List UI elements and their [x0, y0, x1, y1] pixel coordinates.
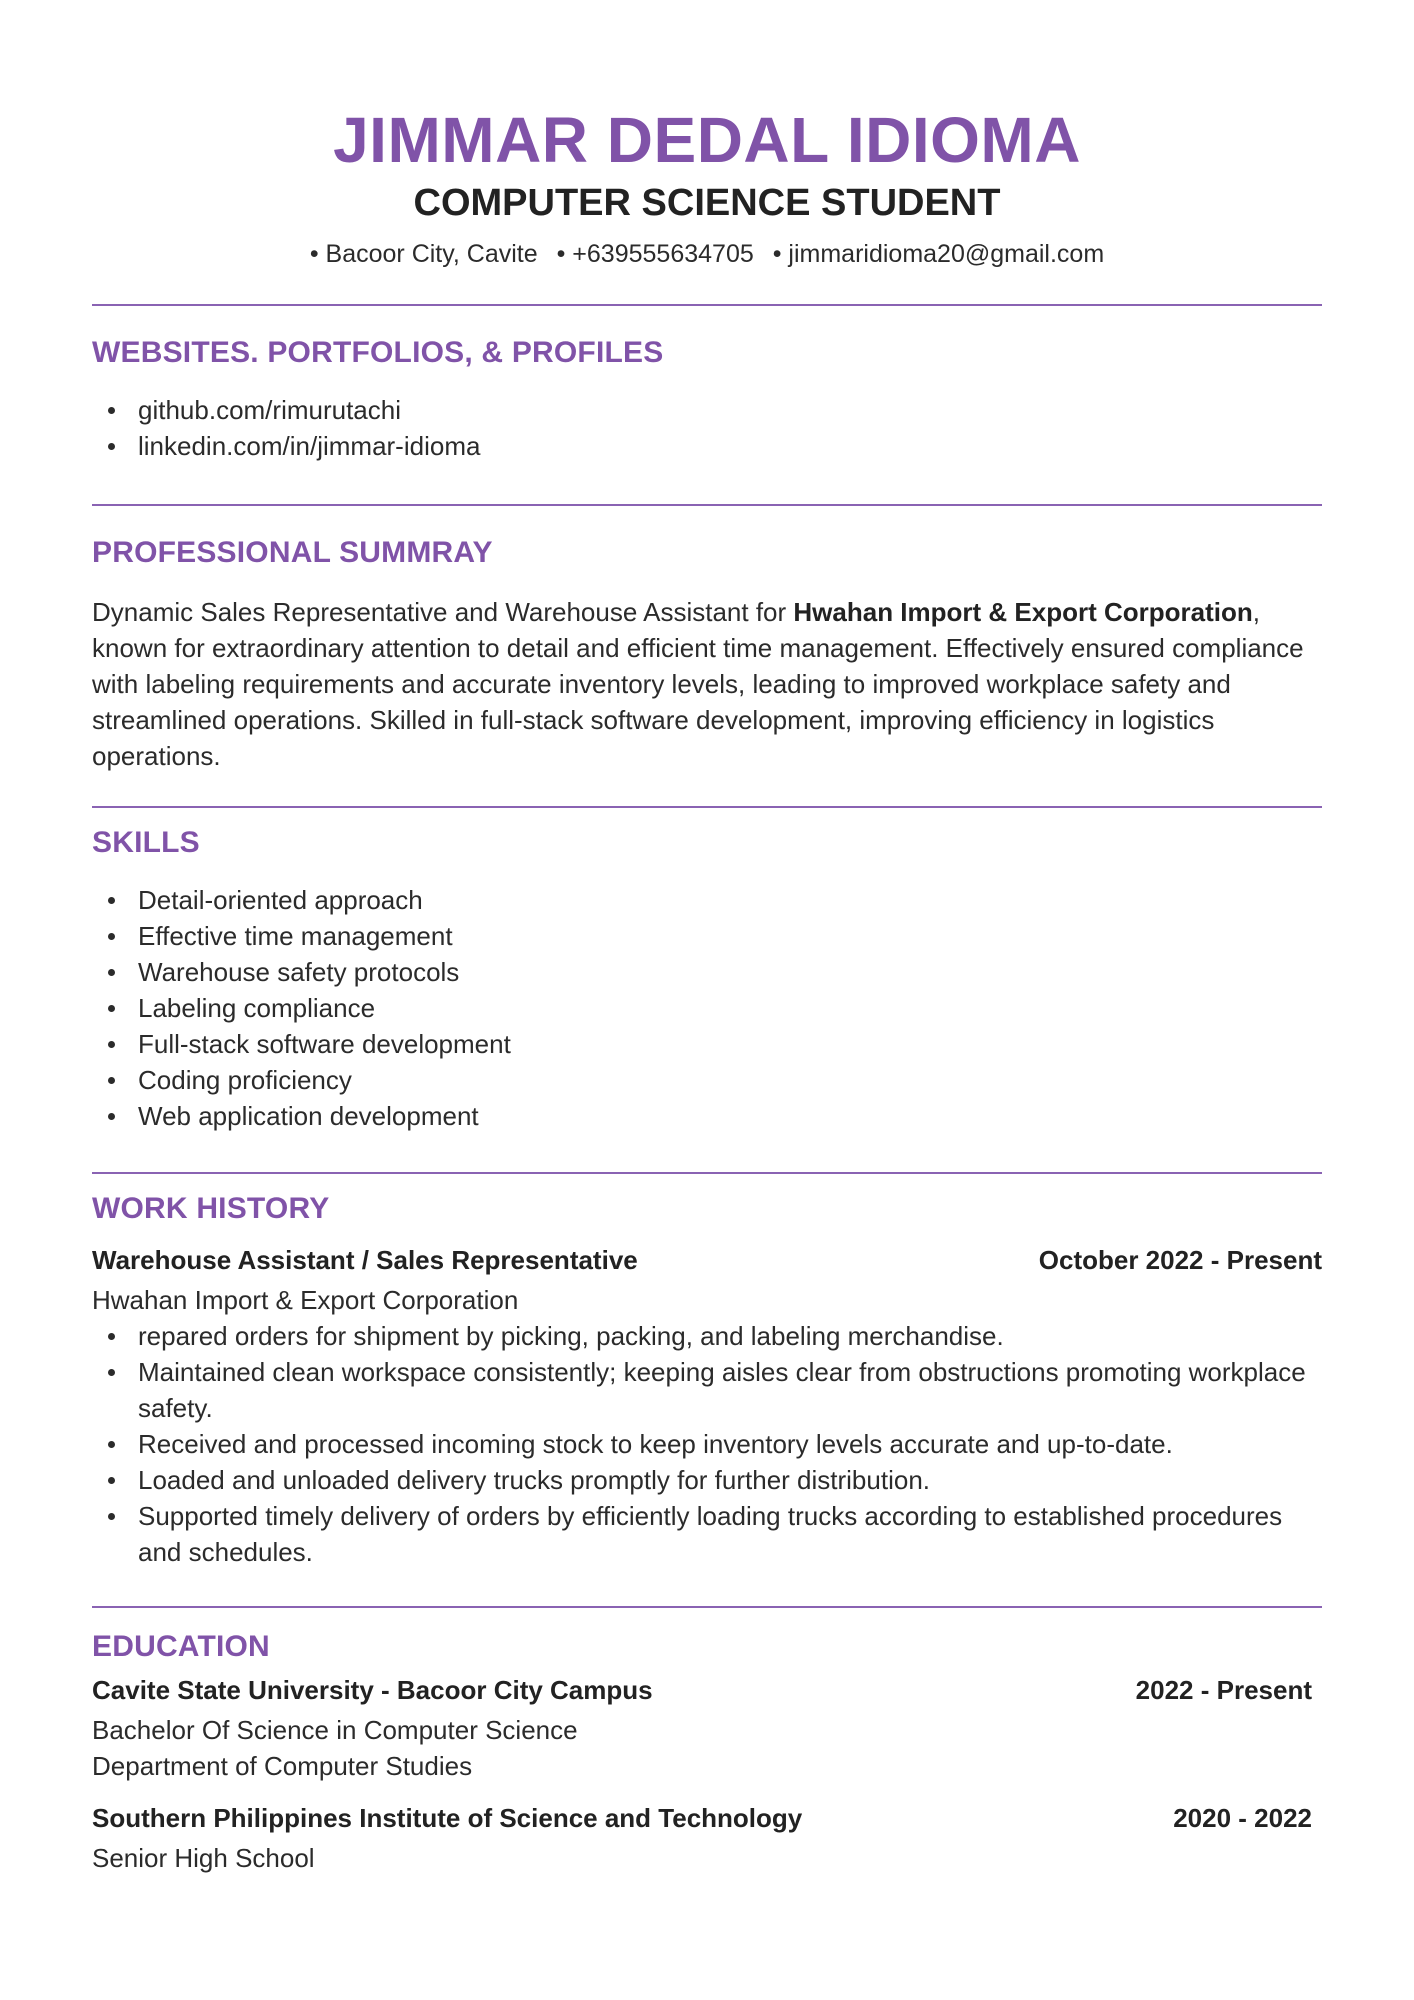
candidate-name: JIMMAR DEDAL IDIOMA: [333, 104, 1081, 176]
websites-heading: WEBSITES. PORTFOLIOS, & PROFILES: [92, 336, 664, 369]
divider: [92, 1172, 1322, 1174]
skill-item: Effective time management: [92, 918, 1322, 954]
skill-item: Labeling compliance: [92, 990, 1322, 1026]
duty-item: Supported timely delivery of orders by efficiently loading trucks according to established procedures and schedules.: [92, 1498, 1322, 1570]
websites-section: [92, 334, 1322, 464]
duty-item: repared orders for shipment by picking, packing, and labeling merchandise.: [92, 1318, 1322, 1354]
degree: Bachelor Of Science in Computer Science: [92, 1715, 578, 1745]
websites-list: [92, 392, 1322, 464]
divider: [92, 504, 1322, 506]
job-company: Hwahan Import & Export Corporation: [92, 1285, 519, 1315]
summary-company: Corporation: [1103, 597, 1253, 627]
job-duties: [92, 1318, 1322, 1570]
divider: [92, 1606, 1322, 1608]
contact-email[interactable]: • jimmaridioma20@gmail.com: [772, 240, 1105, 268]
contact-phone[interactable]: • +639555634705: [556, 240, 754, 268]
duty-item: Loaded and unloaded delivery trucks promptly for further distribution.: [92, 1462, 1322, 1498]
summary-heading: PROFESSIONAL SUMMRAY: [92, 536, 493, 569]
work-heading: WORK HISTORY: [92, 1192, 330, 1225]
job-dates: October 2022 - Present: [1038, 1245, 1322, 1275]
divider: [92, 304, 1322, 306]
skills-heading: SKILLS: [92, 826, 200, 859]
skills-list: [92, 882, 1322, 1134]
divider: [92, 806, 1322, 808]
education-entry-header: [92, 1672, 1322, 1708]
candidate-title: COMPUTER SCIENCE STUDENT: [413, 182, 1001, 224]
work-section: [92, 1190, 1322, 1570]
education-heading: EDUCATION: [92, 1630, 270, 1663]
duty-item: Received and processed incoming stock to keep inventory levels accurate and up-to-date.: [92, 1426, 1322, 1462]
school-dates: 2020 - 2022: [1173, 1803, 1312, 1833]
job-header: [92, 1242, 1322, 1278]
skill-item: Full-stack software development: [92, 1026, 1322, 1062]
skill-item: Web application development: [92, 1098, 1322, 1134]
job-title: Warehouse Assistant / Sales Representative: [92, 1245, 638, 1275]
summary-text: [92, 594, 1322, 774]
education-entry-header: [92, 1800, 1322, 1836]
website-link[interactable]: github.com/rimurutachi: [92, 392, 1322, 428]
skill-item: Detail-oriented approach: [92, 882, 1322, 918]
school-name: Southern Philippines Institute of Science and Technology: [92, 1803, 803, 1833]
school-dates: 2022 - Present: [1135, 1675, 1312, 1705]
contact-line: [0, 238, 1414, 270]
summary-text-part: , known for extraordinary attention to detail and efficient time management. Effectively ensured compliance with labeling requirements and accurate inventory levels, leading to improved workplace safety and streamlined operations. Skilled in full-stack software development, improving efficiency in logistics operations.: [92, 597, 1304, 771]
education-section: [92, 1628, 1322, 1876]
summary-text-part: Dynamic Sales Representative and Warehouse Assistant for: [92, 597, 794, 627]
summary-section: [92, 534, 1322, 774]
skills-section: [92, 824, 1322, 1134]
skill-item: Coding proficiency: [92, 1062, 1322, 1098]
website-link[interactable]: linkedin.com/in/jimmar-idioma: [92, 428, 1322, 464]
degree: Senior High School: [92, 1843, 315, 1873]
contact-location: • Bacoor City, Cavite: [309, 240, 538, 268]
summary-company: Hwahan Import & Export: [793, 597, 1097, 627]
duty-item: Maintained clean workspace consistently; keeping aisles clear from obstructions promoting workplace safety.: [92, 1354, 1322, 1426]
skill-item: Warehouse safety protocols: [92, 954, 1322, 990]
department: Department of Computer Studies: [92, 1751, 473, 1781]
school-name: Cavite State University - Bacoor City Campus: [92, 1675, 653, 1705]
